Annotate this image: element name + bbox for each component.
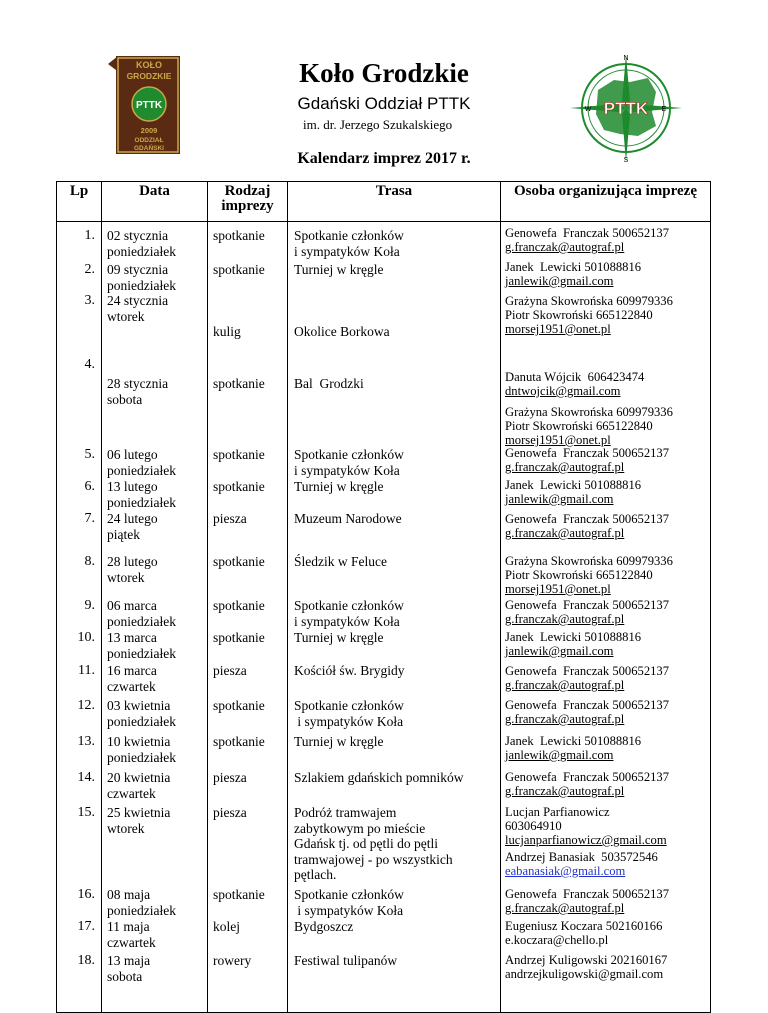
patron-line: im. dr. Jerzego Szukalskiego [303, 117, 453, 132]
organizer-name: Piotr Skowroński 665122840 [505, 308, 653, 322]
logo-text-2: GRODZKIE [126, 71, 172, 81]
route-line: pętlach. [294, 867, 337, 882]
date-line: 08 maja [107, 887, 151, 902]
organizer-name: Janek Lewicki 501088816 [505, 260, 642, 274]
event-type: spotkanie [213, 262, 265, 277]
date-line: czwartek [107, 678, 156, 694]
event-type: piesza [213, 770, 247, 785]
header-data: Data [102, 182, 208, 222]
event-type: spotkanie [213, 554, 265, 569]
route-line: Gdańsk tj. od pętli do pętli [294, 836, 438, 851]
route-line: i sympatyków Koła [294, 902, 404, 918]
organizer-email-link[interactable]: janlewik@gmail.com [505, 492, 614, 506]
date-line: poniedziałek [107, 494, 176, 510]
event-date [107, 630, 207, 661]
logo-brand: PTTK [135, 100, 163, 111]
header-trasa: Trasa [288, 182, 501, 222]
event-route [294, 447, 404, 478]
event-route [294, 598, 404, 629]
organizer-name: Lucjan Parfianowicz [505, 805, 610, 819]
event-route [294, 770, 463, 786]
row-number: 18. [77, 953, 95, 968]
row-number: 15. [77, 805, 95, 820]
route-line: Śledzik w Feluce [294, 554, 387, 569]
organizer-entry [505, 598, 669, 626]
organizer-name: Andrzej Banasiak 503572546 [505, 850, 658, 864]
organizer-entry [505, 850, 658, 878]
organizer-name: Grażyna Skowrońska 609979336 [505, 554, 673, 568]
date-line: 06 marca [107, 598, 157, 613]
route-line: Turniej w kręgle [294, 630, 384, 645]
event-route [294, 805, 453, 883]
event-date [107, 598, 207, 629]
organizer-email-link[interactable]: g.franczak@autograf.pl [505, 240, 625, 254]
page-subtitle: Gdański Oddział PTTK [297, 94, 471, 113]
route-line: Kościół św. Brygidy [294, 663, 405, 678]
organizer-email-link[interactable]: lucjanparfianowicz@gmail.com [505, 833, 667, 847]
compass-s: S [623, 157, 629, 164]
event-date [107, 479, 207, 510]
route-line: Podróż tramwajem [294, 805, 397, 820]
event-route [294, 953, 397, 969]
date-line: piątek [107, 526, 140, 542]
event-date [107, 293, 207, 324]
compass-w: W [584, 106, 592, 113]
organizer-entry [505, 370, 644, 398]
organizer-entry [505, 887, 669, 915]
route-line: i sympatyków Koła [294, 243, 400, 259]
event-type: spotkanie [213, 887, 265, 902]
organizer-email-link[interactable]: g.franczak@autograf.pl [505, 460, 625, 474]
date-line: czwartek [107, 785, 156, 801]
date-line: 28 stycznia [107, 376, 169, 391]
organizer-email-link[interactable]: g.franczak@autograf.pl [505, 678, 625, 692]
row-number: 7. [84, 511, 95, 526]
event-type: spotkanie [213, 447, 265, 462]
row-number: 13. [77, 734, 95, 749]
organizer-name: Janek Lewicki 501088816 [505, 630, 642, 644]
date-line: czwartek [107, 934, 156, 950]
route-line: Szlakiem gdańskich pomników [294, 770, 464, 785]
event-route [294, 919, 353, 935]
date-column [102, 222, 208, 1013]
route-line: Spotkanie członków [294, 887, 404, 902]
date-line: 20 kwietnia [107, 770, 171, 785]
route-line: Festiwal tulipanów [294, 953, 398, 968]
row-number: 2. [84, 262, 95, 277]
organizer-email-link: e.koczara@chello.pl [505, 933, 609, 947]
row-number: 5. [84, 447, 95, 462]
event-route [294, 228, 404, 259]
route-line: Bal Grodzki [294, 376, 364, 391]
header-osoba: Osoba organizująca imprezę [501, 182, 711, 222]
row-number: 11. [78, 663, 95, 678]
event-date [107, 554, 207, 585]
organizer-email-link[interactable]: eabanasiak@gmail.com [505, 864, 626, 878]
date-line: sobota [107, 391, 143, 407]
route-line: Spotkanie członków [294, 598, 404, 613]
date-line: sobota [107, 968, 143, 984]
organizer-email-link[interactable]: g.franczak@autograf.pl [505, 712, 625, 726]
date-line: poniedziałek [107, 613, 176, 629]
route-line: Spotkanie członków [294, 447, 404, 462]
date-line: poniedziałek [107, 902, 176, 918]
event-date [107, 698, 207, 729]
organizer-entry [505, 554, 673, 596]
organizer-entry [505, 919, 662, 947]
row-number: 1. [84, 228, 95, 243]
row-number: 3. [84, 293, 95, 308]
route-line: tramwajowej - po wszystkich [294, 851, 453, 867]
event-date [107, 805, 207, 836]
organizer-email-link[interactable]: g.franczak@autograf.pl [505, 612, 625, 626]
row-number: 9. [84, 598, 95, 613]
row-number: 14. [77, 770, 95, 785]
organizer-column [501, 222, 711, 1013]
row-number: 16. [77, 887, 95, 902]
event-route [294, 324, 390, 340]
date-line: 28 lutego [107, 554, 158, 569]
event-type: piesza [213, 511, 247, 526]
events-table [56, 181, 711, 1013]
route-line: Turniej w kręgle [294, 262, 384, 277]
date-line: wtorek [107, 569, 145, 585]
date-line: 16 marca [107, 663, 157, 678]
event-date [107, 770, 207, 801]
route-line: Okolice Borkowa [294, 324, 390, 339]
route-column [288, 222, 501, 1013]
date-line: 13 maja [107, 953, 151, 968]
event-route [294, 511, 402, 527]
event-route [294, 554, 387, 570]
event-date [107, 511, 207, 542]
event-date [107, 953, 207, 984]
event-type: spotkanie [213, 630, 265, 645]
date-line: poniedziałek [107, 713, 176, 729]
organizer-email-link[interactable]: g.franczak@autograf.pl [505, 901, 625, 915]
organizer-name: Genowefa Franczak 500652137 [505, 698, 670, 712]
organizer-entry [505, 698, 669, 726]
organizer-entry [505, 294, 673, 336]
page-title: Koło Grodzkie [299, 58, 469, 88]
row-number: 8. [84, 554, 95, 569]
organizer-email-link[interactable]: morsej1951@onet.pl [505, 582, 611, 596]
organizer-entry [505, 405, 673, 447]
route-line: i sympatyków Koła [294, 713, 404, 729]
date-line: 09 stycznia [107, 262, 169, 277]
date-line: 06 lutego [107, 447, 158, 462]
event-route [294, 262, 384, 278]
organizer-name: Grażyna Skowrońska 609979336 [505, 405, 673, 419]
date-line: poniedziałek [107, 277, 176, 293]
organizer-name: Genowefa Franczak 500652137 [505, 664, 670, 678]
organizer-entry [505, 805, 667, 847]
event-type: spotkanie [213, 698, 265, 713]
date-line: poniedziałek [107, 749, 176, 765]
route-line: Muzeum Narodowe [294, 511, 402, 526]
event-type: spotkanie [213, 479, 265, 494]
route-line: Bydgoszcz [294, 919, 354, 934]
organizer-email-link[interactable]: janlewik@gmail.com [505, 644, 614, 658]
organizer-name: Piotr Skowroński 665122840 [505, 568, 653, 582]
event-type: piesza [213, 805, 247, 820]
calendar-title: Kalendarz imprez 2017 r. [297, 150, 471, 167]
organizer-email-link[interactable]: g.franczak@autograf.pl [505, 526, 625, 540]
organizer-email-link[interactable]: morsej1951@onet.pl [505, 322, 611, 336]
organizer-name: Genowefa Franczak 500652137 [505, 512, 670, 526]
date-line: poniedziałek [107, 243, 176, 259]
organizer-name: Genowefa Franczak 500652137 [505, 887, 670, 901]
event-date [107, 663, 207, 694]
organizer-name: Genowefa Franczak 500652137 [505, 770, 670, 784]
route-line: i sympatyków Koła [294, 462, 400, 478]
organizer-entry [505, 260, 641, 288]
event-type: piesza [213, 663, 247, 678]
event-date [107, 262, 207, 293]
route-line: Turniej w kręgle [294, 734, 384, 749]
row-number: 12. [77, 698, 95, 713]
organizer-name: Genowefa Franczak 500652137 [505, 598, 670, 612]
organizer-entry [505, 734, 641, 762]
event-route [294, 663, 405, 679]
organizer-email-link[interactable]: janlewik@gmail.com [505, 748, 614, 762]
date-line: 13 marca [107, 630, 157, 645]
compass-e: E [661, 106, 667, 113]
date-line: 02 stycznia [107, 228, 169, 243]
organizer-email-link[interactable]: morsej1951@onet.pl [505, 433, 611, 447]
organizer-entry [505, 770, 669, 798]
event-date [107, 734, 207, 765]
event-type: kulig [213, 324, 241, 339]
type-column [208, 222, 288, 1013]
compass-brand: PTTK [603, 99, 649, 118]
organizer-entry [505, 630, 641, 658]
route-line: i sympatyków Koła [294, 613, 400, 629]
event-date [107, 228, 207, 259]
route-line: zabytkowym po mieście [294, 820, 426, 836]
organizer-name: Grażyna Skowrońska 609979336 [505, 294, 673, 308]
organizer-email-link[interactable]: dntwojcik@gmail.com [505, 384, 621, 398]
event-type: kolej [213, 919, 240, 934]
organizer-name: Andrzej Kuligowski 202160167 [505, 953, 668, 967]
event-route [294, 479, 384, 495]
lp-column [57, 222, 102, 1013]
event-type: spotkanie [213, 228, 265, 243]
event-type: spotkanie [213, 376, 265, 391]
route-line: Turniej w kręgle [294, 479, 384, 494]
organizer-name: Piotr Skowroński 665122840 [505, 419, 653, 433]
organizer-name: Genowefa Franczak 500652137 [505, 446, 670, 460]
organizer-name: Eugeniusz Koczara 502160166 [505, 919, 663, 933]
date-line: wtorek [107, 820, 145, 836]
date-line: poniedziałek [107, 645, 176, 661]
organizer-name: Janek Lewicki 501088816 [505, 478, 642, 492]
logo-text-4: GDAŃSKI [134, 145, 164, 152]
organizer-entry [505, 478, 641, 506]
event-route [294, 630, 384, 646]
row-number: 6. [84, 479, 95, 494]
organizer-entry [505, 446, 669, 474]
event-date [107, 887, 207, 918]
event-date [107, 376, 207, 407]
organizer-name: Danuta Wójcik 606423474 [505, 370, 645, 384]
row-number: 10. [77, 630, 95, 645]
header-rodzaj: Rodzaj imprezy [208, 182, 288, 222]
organizer-entry [505, 953, 667, 981]
event-date [107, 919, 207, 950]
event-route [294, 376, 364, 392]
event-type: rowery [213, 953, 252, 968]
organizer-entry [505, 512, 669, 540]
date-line: 03 kwietnia [107, 698, 171, 713]
date-line: poniedziałek [107, 462, 176, 478]
row-number: 17. [77, 919, 95, 934]
organizer-entry [505, 664, 669, 692]
event-route [294, 887, 404, 918]
organizer-name: Genowefa Franczak 500652137 [505, 226, 670, 240]
logo-text-3: ODDZIAŁ [134, 137, 164, 144]
event-date [107, 447, 207, 478]
compass-n: N [623, 55, 629, 62]
organizer-entry [505, 226, 669, 254]
date-line: 11 maja [107, 919, 150, 934]
date-line: 13 lutego [107, 479, 158, 494]
date-line: 24 lutego [107, 511, 158, 526]
header-lp: Lp [57, 182, 102, 222]
route-line: Spotkanie członków [294, 698, 404, 713]
logo-text-1: KOŁO [136, 60, 162, 70]
date-line: wtorek [107, 308, 145, 324]
row-number: 4. [84, 357, 95, 372]
organizer-name: 603064910 [505, 819, 562, 833]
date-line: 10 kwietnia [107, 734, 171, 749]
date-line: 24 stycznia [107, 293, 169, 308]
event-route [294, 698, 404, 729]
organizer-email-link: andrzejkuligowski@gmail.com [505, 967, 664, 981]
organizer-email-link[interactable]: g.franczak@autograf.pl [505, 784, 625, 798]
date-line: 25 kwietnia [107, 805, 171, 820]
logo-year: 2009 [140, 126, 158, 135]
organizer-name: Janek Lewicki 501088816 [505, 734, 642, 748]
event-type: spotkanie [213, 734, 265, 749]
event-type: spotkanie [213, 598, 265, 613]
organizer-email-link[interactable]: janlewik@gmail.com [505, 274, 614, 288]
event-route [294, 734, 384, 750]
route-line: Spotkanie członków [294, 228, 404, 243]
